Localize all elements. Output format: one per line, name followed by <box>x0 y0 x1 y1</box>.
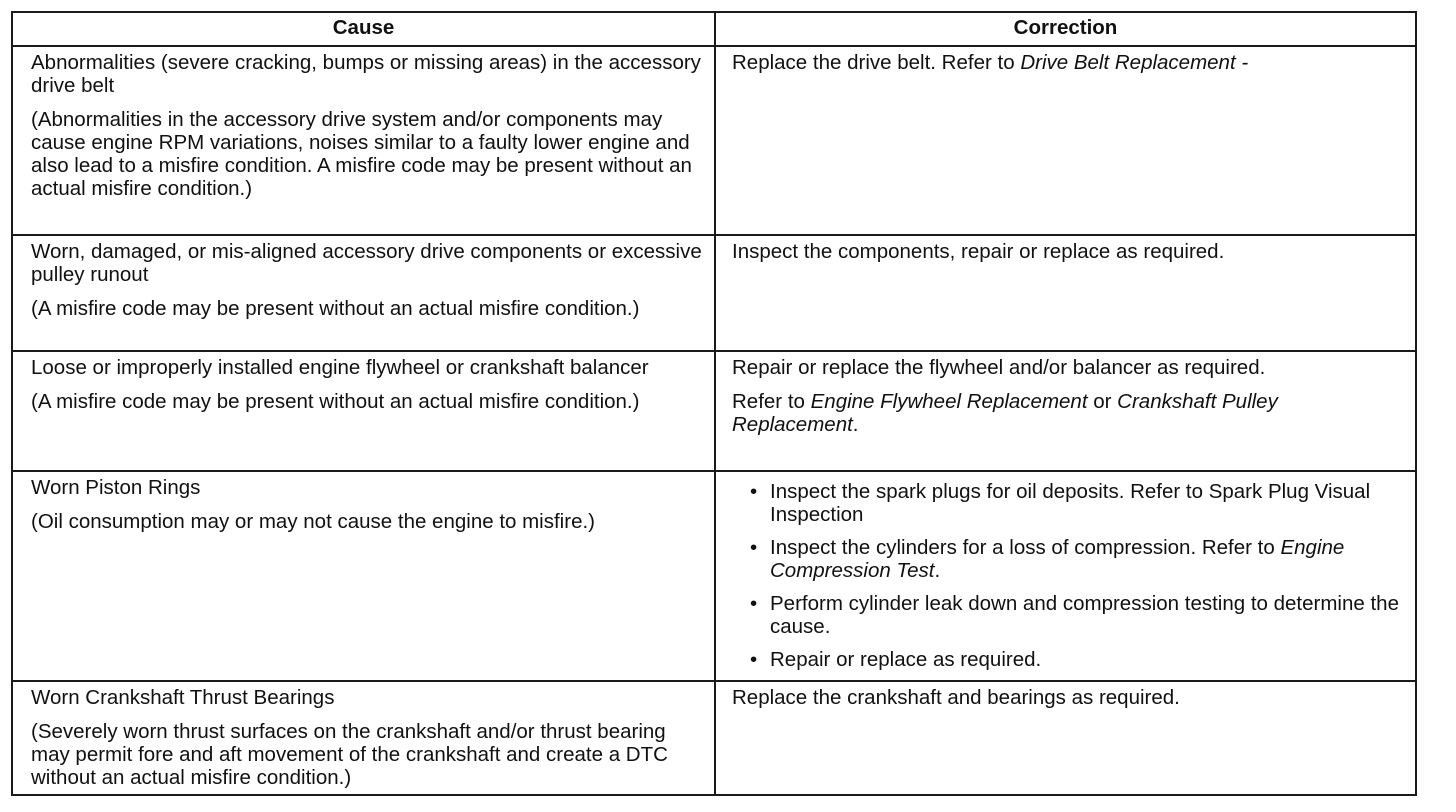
list-item <box>750 480 1407 526</box>
cause-text: Worn Crankshaft Thrust Bearings <box>31 686 335 709</box>
table-row <box>12 681 1416 795</box>
correction-header: Correction <box>715 12 1416 46</box>
bullet-text: Inspect the spark plugs for oil deposits. Refer to Spark Plug Visual Inspection <box>770 480 1371 526</box>
bullet-text: Inspect the cylinders for a loss of compression. Refer to <box>770 536 1275 559</box>
reference-crankshaft-pulley-replacement: Crankshaft Pulley Replacement <box>732 390 1278 436</box>
cause-note: (A misfire code may be present without an actual misfire condition.) <box>31 390 640 413</box>
correction-bullet-list <box>732 480 1407 671</box>
cause-cell <box>12 471 715 681</box>
refer-label: Refer to <box>732 390 805 413</box>
correction-text <box>732 51 1407 74</box>
bullet-icon: • <box>750 592 758 615</box>
reference-drive-belt-replacement: Drive Belt Replacement - <box>1020 51 1249 74</box>
cause-header: Cause <box>12 12 715 46</box>
cause-text: Loose or improperly installed engine flywheel or crankshaft balancer <box>31 356 649 379</box>
bullet-icon: • <box>750 480 758 503</box>
reference-engine-flywheel-replacement: Engine Flywheel Replacement <box>810 390 1088 413</box>
cause-cell <box>12 46 715 235</box>
list-item <box>750 536 1407 582</box>
bullet-icon: • <box>750 648 758 671</box>
diagnostic-table <box>11 11 1417 796</box>
correction-text: Inspect the components, repair or replace as required. <box>732 240 1225 263</box>
cause-cell <box>12 351 715 471</box>
cause-note: (Abnormalities in the accessory drive system and/or components may cause engine RPM variations, noises similar to a faulty lower engine and also lead to a misfire condition. A misfire code may be present without an actual misfire condition.) <box>31 108 692 200</box>
table-row <box>12 46 1416 235</box>
correction-reference <box>732 390 1407 436</box>
table-row <box>12 235 1416 351</box>
bullet-icon: • <box>750 536 758 559</box>
cause-cell <box>12 681 715 795</box>
bullet-text: Repair or replace as required. <box>770 648 1042 671</box>
cause-text: Worn, damaged, or mis-aligned accessory drive components or excessive pulley runout <box>31 240 702 286</box>
cause-note: (Oil consumption may or may not cause the engine to misfire.) <box>31 510 595 533</box>
reference-engine-compression-test: Engine Compression Test <box>770 536 1345 582</box>
cause-note: (Severely worn thrust surfaces on the crankshaft and/or thrust bearing may permit fore and aft movement of the crankshaft and create a DTC without an actual misfire condition.) <box>31 720 668 789</box>
correction-text: Replace the crankshaft and bearings as required. <box>732 686 1180 709</box>
list-item <box>750 648 1407 671</box>
or-label: or <box>1093 390 1112 413</box>
period: . <box>934 559 941 582</box>
header-row <box>12 12 1416 46</box>
correction-text: Repair or replace the flywheel and/or balancer as required. <box>732 356 1266 379</box>
correction-cell <box>715 235 1416 351</box>
cause-text: Worn Piston Rings <box>31 476 201 499</box>
bullet-text: Perform cylinder leak down and compression testing to determine the cause. <box>770 592 1399 638</box>
cause-note: (A misfire code may be present without an actual misfire condition.) <box>31 297 640 320</box>
cause-cell <box>12 235 715 351</box>
table-row <box>12 351 1416 471</box>
list-item <box>750 592 1407 638</box>
correction-cell <box>715 351 1416 471</box>
correction-cell <box>715 46 1416 235</box>
correction-cell <box>715 471 1416 681</box>
table-row <box>12 471 1416 681</box>
cause-text: Abnormalities (severe cracking, bumps or missing areas) in the accessory drive belt <box>31 51 701 97</box>
period: . <box>852 413 859 436</box>
correction-lead: Replace the drive belt. Refer to <box>732 51 1015 74</box>
correction-cell <box>715 681 1416 795</box>
